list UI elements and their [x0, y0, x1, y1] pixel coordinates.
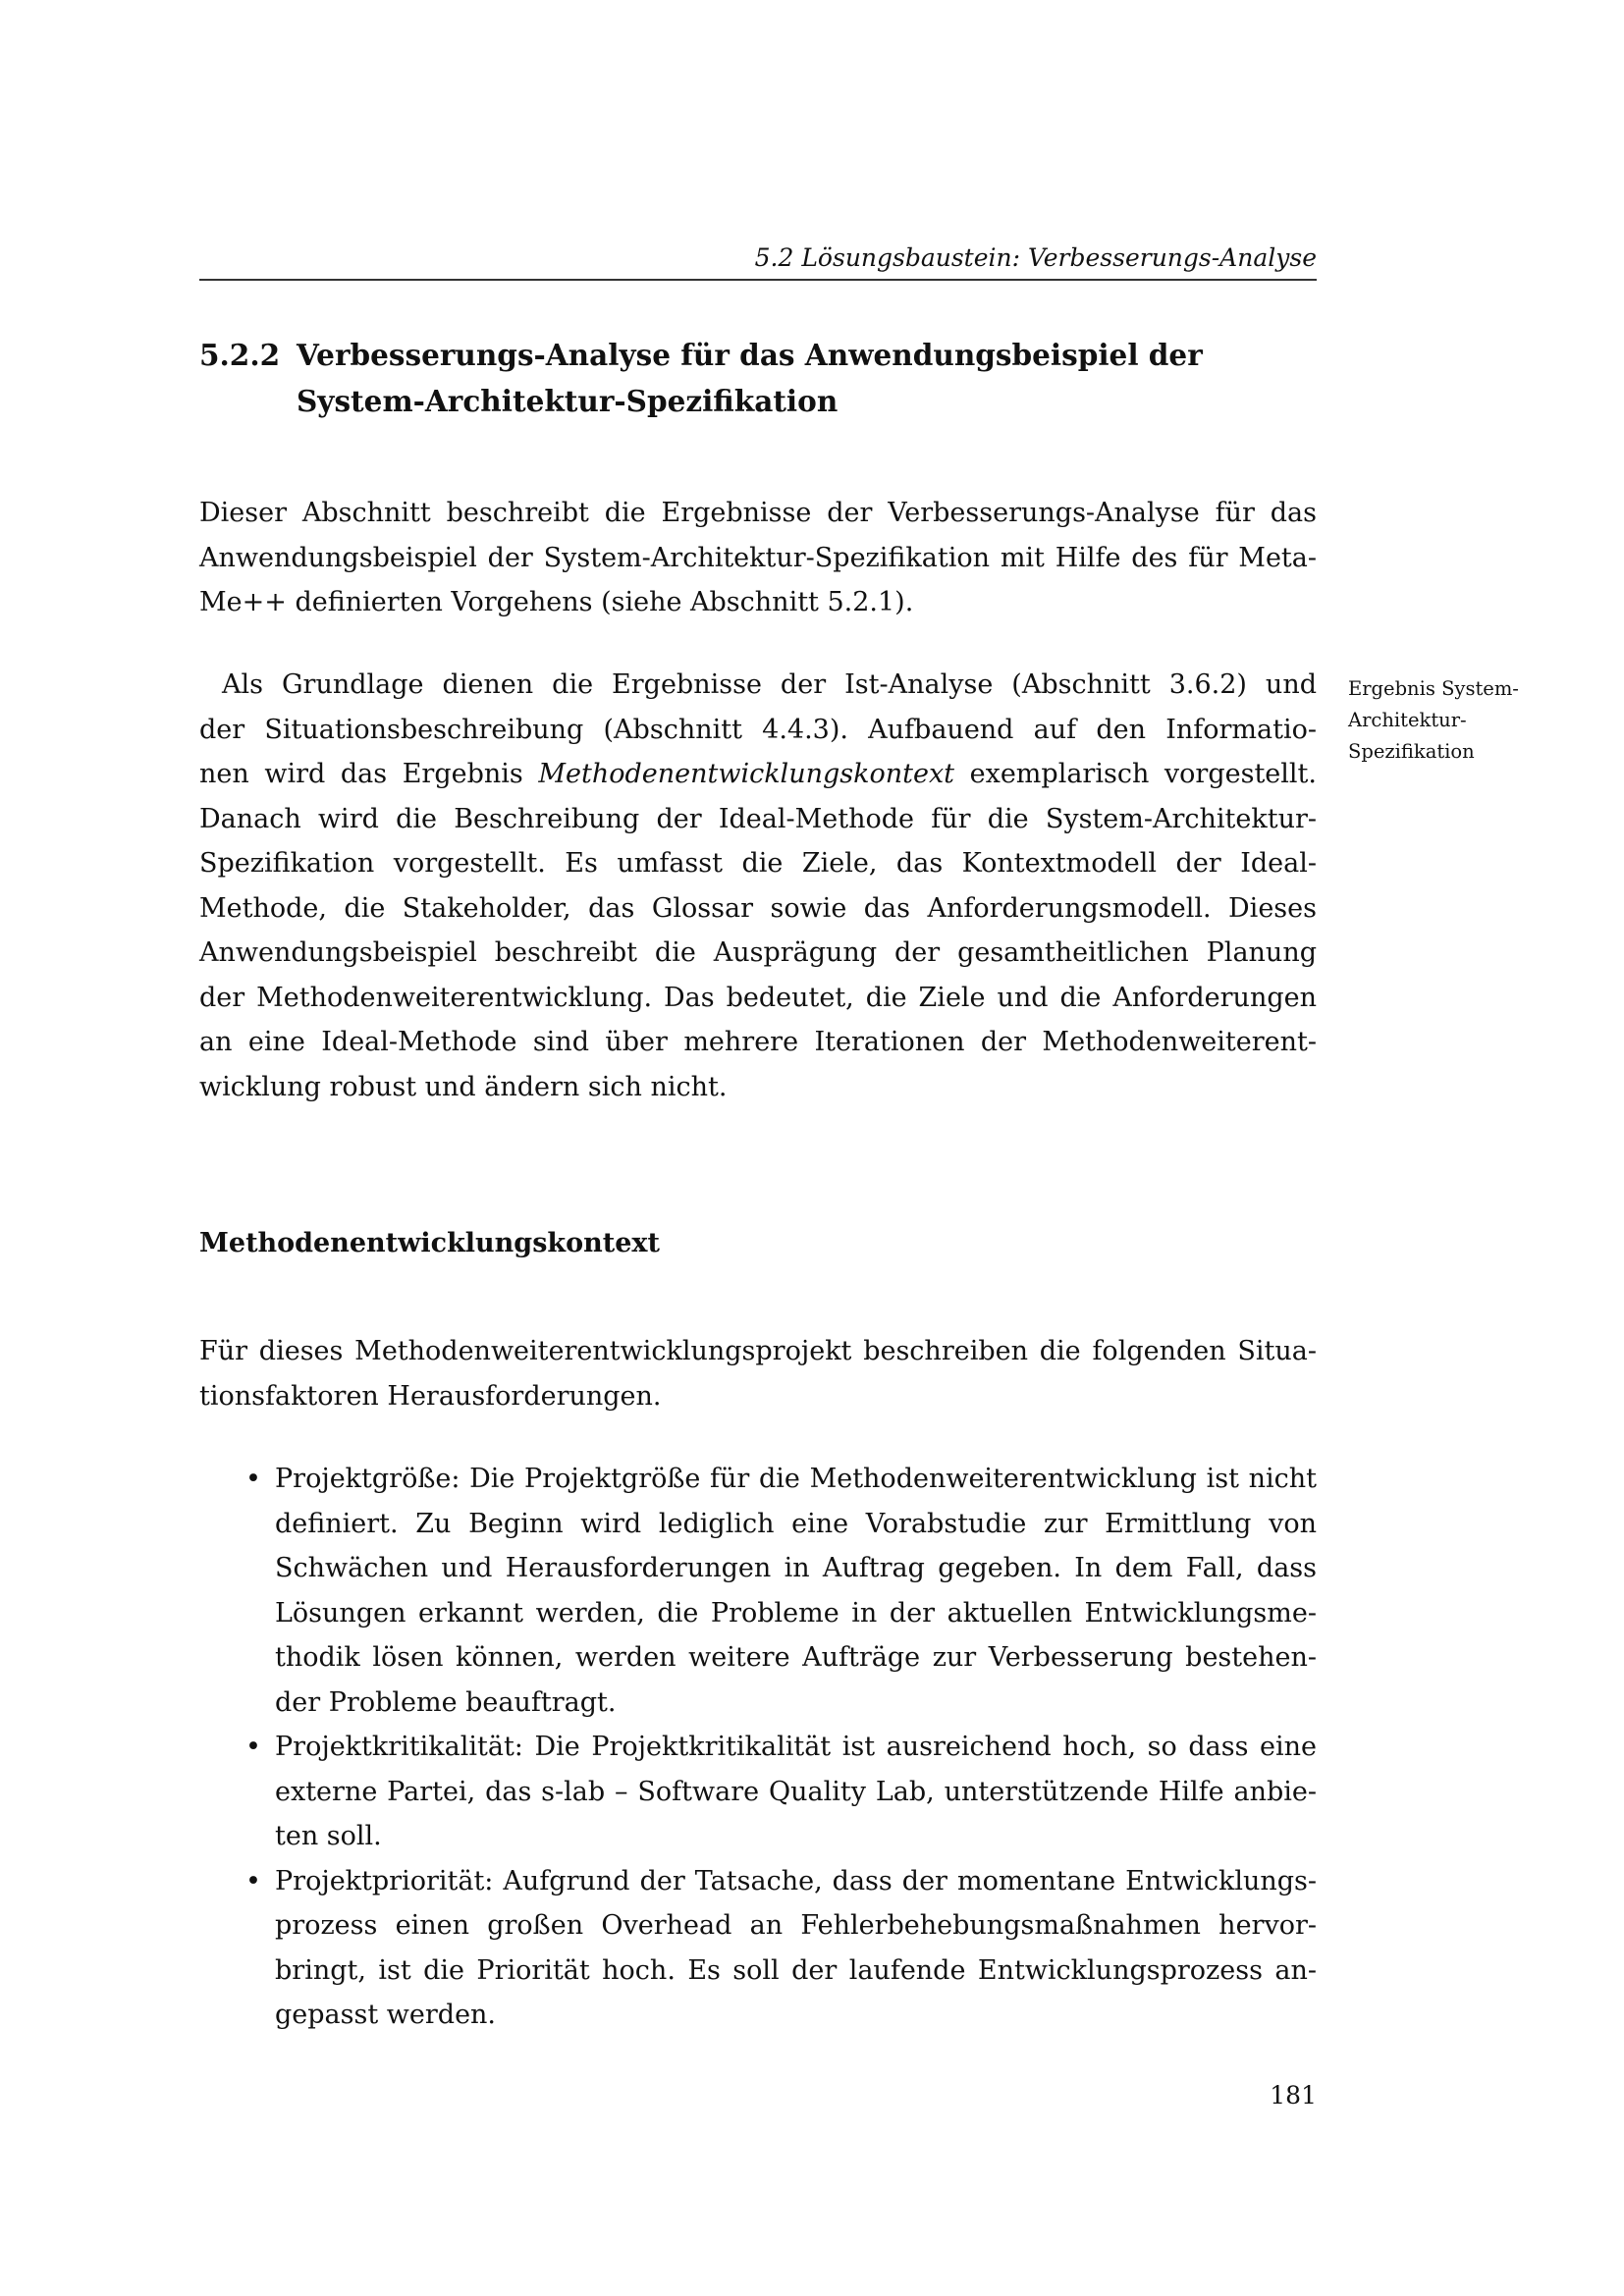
text-line: Schwächen und Herausforderungen in Auftrag gegeben. In dem Fall, dass [275, 1553, 1317, 1583]
emphasized-term: Methodenentwicklungskontext [538, 759, 955, 789]
text-line: Projektkritikalität: Die Projektkritikalität ist ausreichend hoch, so dass eine [275, 1732, 1317, 1762]
text-line: Danach wird die Beschreibung der Ideal-Methode für die System-Architektur- [199, 803, 1317, 834]
text-line: an eine Ideal-Methode sind über mehrere Iterationen der Methodenweiterent- [199, 1027, 1317, 1057]
text-line: prozess einen großen Overhead an Fehlerbehebungsmaßnahmen hervor- [275, 1910, 1317, 1941]
text-fragment: nen wird das Ergebnis [199, 759, 539, 789]
text-line: Methode, die Stakeholder, das Glossar sowie das Anforderungsmodell. Dieses [199, 892, 1317, 924]
bullet-icon: • [245, 1464, 261, 1494]
basis-paragraph [199, 663, 1317, 1109]
text-line: Dieser Abschnitt beschreibt die Ergebnisse der Verbesserungs-Analyse für das [199, 498, 1317, 528]
text-line: Für dieses Methodenweiterentwicklungsprojekt beschreiben die folgenden Situa- [199, 1336, 1317, 1366]
bullet-list [199, 1457, 1317, 2038]
text-line: Me++ definierten Vorgehens (siehe Abschnitt 5.2.1). [199, 587, 914, 617]
text-line: ten soll. [275, 1821, 382, 1851]
section-title-line: System-Architektur-Spezifikation [297, 384, 839, 418]
context-paragraph [199, 1329, 1317, 1418]
header-rule [199, 279, 1317, 281]
margin-note-line: Architektur- [1348, 709, 1467, 731]
bullet-icon: • [245, 1732, 261, 1762]
section-title-line: Verbesserungs-Analyse für das Anwendungsbeispiel der [297, 338, 1203, 372]
text-line: Lösungen erkannt werden, die Probleme in der aktuellen Entwicklungsme- [275, 1597, 1317, 1629]
bullet-item [199, 1725, 1317, 1859]
text-line: Anwendungsbeispiel der System-Architektur-Spezifikation mit Hilfe des für Meta- [199, 542, 1317, 573]
text-line: gepasst werden. [275, 2000, 497, 2030]
text-line: Projektgröße: Die Projektgröße für die Methodenweiterentwicklung ist nicht [275, 1464, 1317, 1494]
text-line: Anwendungsbeispiel beschreibt die Ausprägung der gesamtheitlichen Planung [199, 937, 1317, 968]
text-line [199, 752, 1317, 797]
margin-note-line: Ergebnis System- [1348, 677, 1519, 700]
intro-paragraph [199, 491, 1317, 625]
text-fragment: exemplarisch vorgestellt. [954, 759, 1317, 789]
running-head: 5.2 Lösungsbaustein: Verbesserungs-Analyse [754, 243, 1317, 272]
text-line: wicklung robust und ändern sich nicht. [199, 1071, 728, 1102]
section-number: 5.2.2 [199, 338, 281, 372]
text-line: der Situationsbeschreibung (Abschnitt 4.4.3). Aufbauend auf den Informatio- [199, 714, 1317, 745]
text-line: Spezifikation vorgestellt. Es umfasst die Ziele, das Kontextmodell der Ideal- [199, 848, 1317, 879]
section-title [297, 332, 1203, 424]
text-line: Projektpriorität: Aufgrund der Tatsache, dass der momentane Entwicklungs- [275, 1865, 1317, 1896]
sub-heading: Methodenentwicklungskontext [199, 1228, 660, 1258]
bullet-item [199, 1859, 1317, 2038]
text-line: der Methodenweiterentwicklung. Das bedeutet, die Ziele und die Anforderungen [199, 982, 1317, 1013]
text-line: definiert. Zu Beginn wird lediglich eine Vorabstudie zur Ermittlung von [275, 1508, 1317, 1539]
bullet-icon: • [245, 1865, 261, 1896]
margin-note [1348, 673, 1519, 768]
margin-note-line: Spezifikation [1348, 740, 1475, 763]
text-line: der Probleme beauftragt. [275, 1686, 617, 1718]
page-number: 181 [1270, 2081, 1317, 2109]
text-line: externe Partei, das s-lab – Software Quality Lab, unterstützende Hilfe anbie- [275, 1776, 1317, 1807]
text-line: thodik lösen können, werden weitere Aufträge zur Verbesserung bestehen- [275, 1642, 1317, 1673]
text-line: tionsfaktoren Herausforderungen. [199, 1380, 662, 1412]
text-line: bringt, ist die Priorität hoch. Es soll der laufende Entwicklungsprozess an- [275, 1954, 1317, 1986]
bullet-item [199, 1457, 1317, 1725]
text-line: Als Grundlage dienen die Ergebnisse der Ist-Analyse (Abschnitt 3.6.2) und [222, 669, 1317, 700]
